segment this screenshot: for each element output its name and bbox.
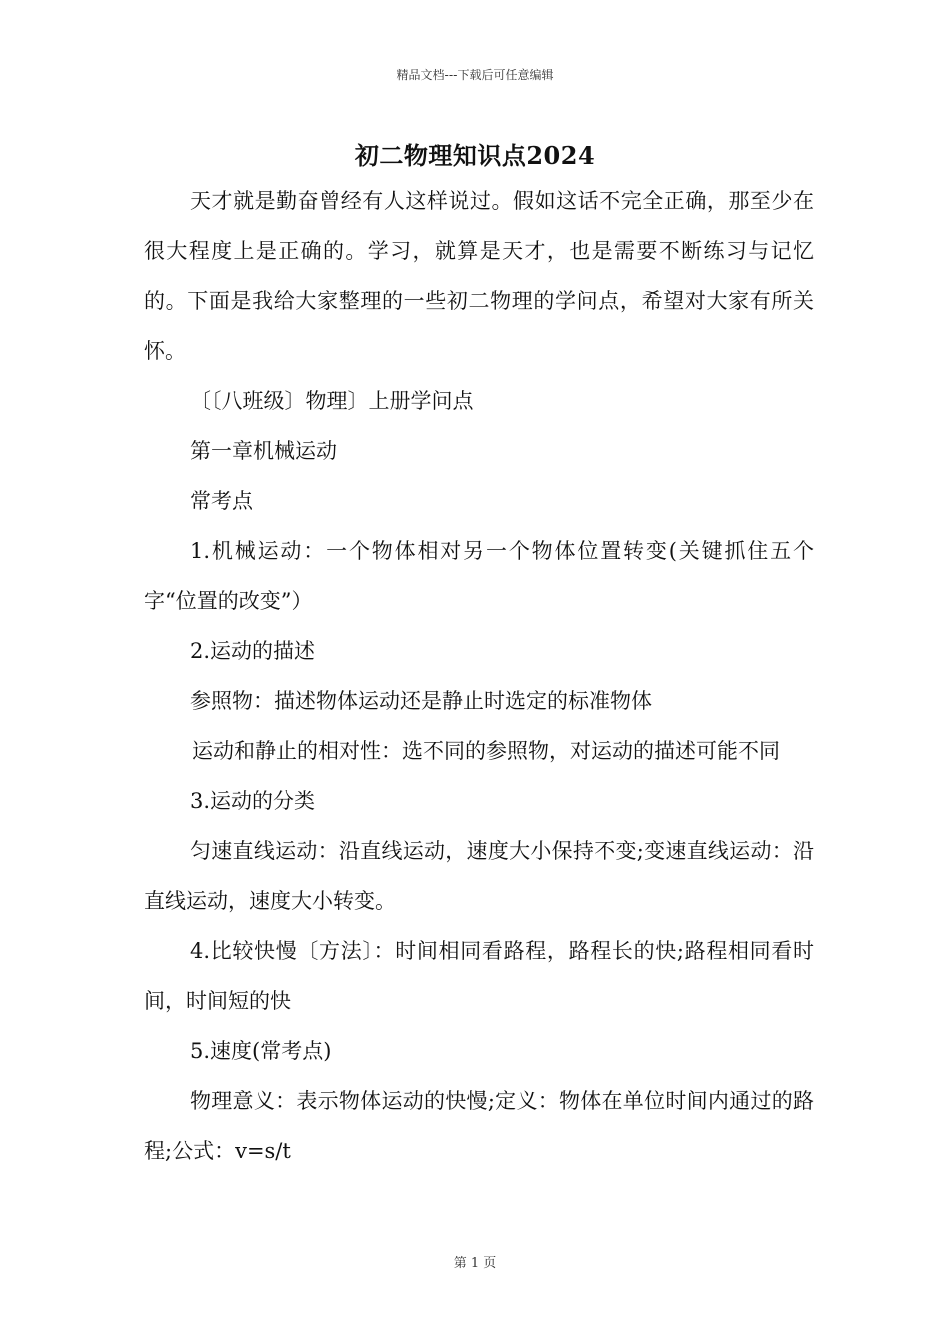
paragraph-key-points-heading: 常考点 (190, 489, 253, 513)
paragraph-relativity: 运动和静止的相对性：选不同的参照物，对运动的描述可能不同 (192, 739, 780, 763)
document-body (144, 176, 814, 1176)
paragraph-intro: 天才就是勤奋曾经有人这样说过。假如这话不完全正确，那至少在很大程度上是正确的。学习，就算是天才，也是需要不断练习与记忆的。下面是我给大家整理的一些初二物理的学问点，希望对大家有所关怀。 (144, 189, 814, 363)
page-header: 精品文档---下载后可任意编辑 (396, 68, 554, 82)
paragraph-speed-definition: 物理意义：表示物体运动的快慢;定义：物体在单位时间内通过的路程;公式：v=s/t (144, 1089, 814, 1163)
paragraph-item-4: 4.比较快慢〔方法〕：时间相同看路程，路程长的快;路程相同看时间，时间短的快 (144, 939, 814, 1013)
paragraph-motion-types: 匀速直线运动：沿直线运动，速度大小保持不变;变速直线运动：沿直线运动，速度大小转变。 (144, 839, 814, 913)
paragraph-reference-object: 参照物：描述物体运动还是静止时选定的标准物体 (190, 689, 652, 713)
page-footer: 第 1 页 (453, 1256, 497, 1271)
paragraph-section-heading: 〔〔八班级〕物理〕上册学问点 (190, 389, 474, 413)
paragraph-item-1: 1.机械运动：一个物体相对另一个物体位置转变(关键抓住五个字“位置的改变”） (144, 539, 814, 613)
paragraph-chapter-heading: 第一章机械运动 (190, 439, 337, 463)
paragraph-item-3: 3.运动的分类 (190, 789, 316, 813)
paragraph-item-5: 5.速度(常考点) (190, 1039, 332, 1063)
paragraph-item-2: 2.运动的描述 (190, 639, 316, 663)
document-title: 初二物理知识点2024 (354, 141, 596, 170)
